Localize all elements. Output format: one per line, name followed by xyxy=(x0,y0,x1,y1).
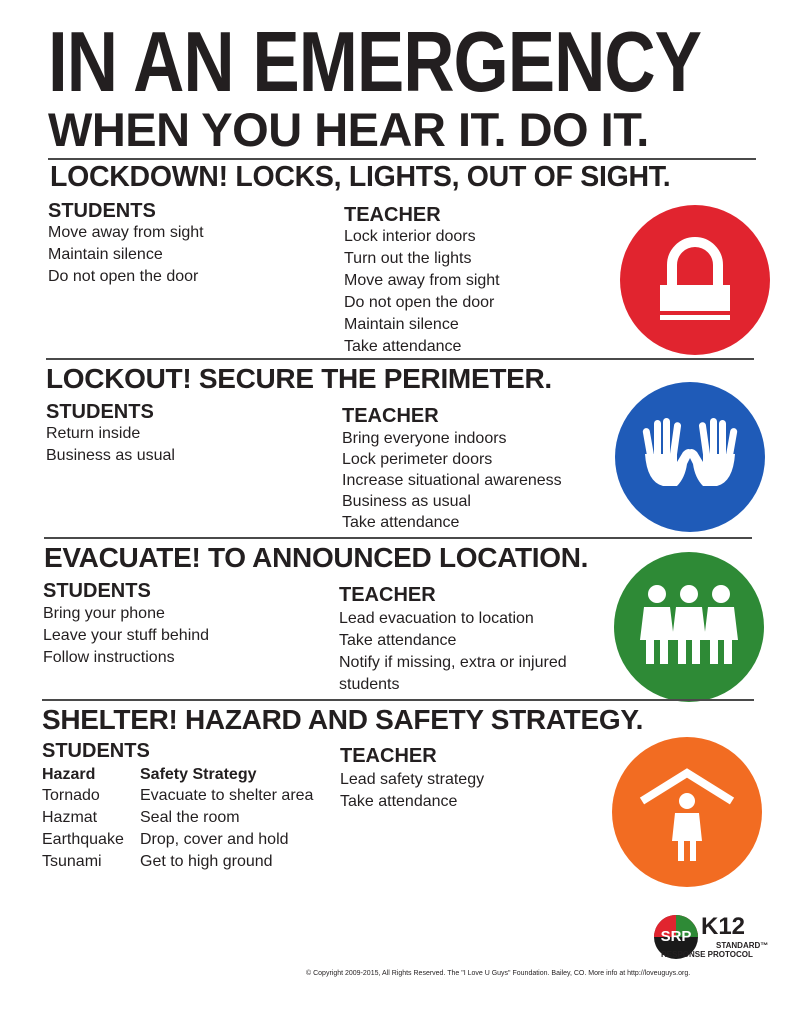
safety-strategy-heading: Safety Strategy xyxy=(140,766,257,783)
evacuate-students-list xyxy=(43,603,209,669)
list-item: Move away from sight xyxy=(48,224,204,241)
logo-name: K12 xyxy=(701,913,746,940)
logo-line2: RESPONSE PROTOCOL xyxy=(661,950,753,959)
page-title: IN AN EMERGENCY xyxy=(48,15,701,111)
lockout-teacher-list xyxy=(342,428,562,533)
hazard-list xyxy=(42,785,124,873)
list-item: Take attendance xyxy=(342,514,460,531)
list-item: Lock interior doors xyxy=(344,228,476,245)
raised-hands-icon xyxy=(615,382,765,532)
list-item: Get to high ground xyxy=(140,853,273,870)
list-item: Lock perimeter doors xyxy=(342,451,493,468)
lockout-title: LOCKOUT! SECURE THE PERIMETER. xyxy=(46,363,552,394)
lockout-students-list xyxy=(46,423,175,467)
list-item: Leave your stuff behind xyxy=(43,627,210,644)
divider xyxy=(42,699,754,701)
list-item: Lead evacuation to location xyxy=(339,610,534,627)
lockout-teacher-heading: TEACHER xyxy=(342,405,439,427)
list-item: Do not open the door xyxy=(48,268,199,285)
list-item: Follow instructions xyxy=(43,649,175,666)
list-item: Do not open the door xyxy=(344,294,495,311)
list-item: Hazmat xyxy=(42,809,98,826)
copyright-notice: © Copyright 2009-2015, All Rights Reserved. The "I Love U Guys" Foundation. Bailey, CO. More info at http://loveuguys.org. xyxy=(306,970,691,977)
list-item: Lead safety strategy xyxy=(340,771,485,788)
list-item: students xyxy=(339,676,400,693)
evacuate-students-heading: STUDENTS xyxy=(43,580,151,602)
divider xyxy=(46,358,754,360)
lockdown-students-list xyxy=(48,222,204,288)
evacuate-title: EVACUATE! TO ANNOUNCED LOCATION. xyxy=(44,542,589,573)
k12-srp-logo xyxy=(652,912,769,968)
list-item: Tsunami xyxy=(42,853,102,870)
list-item: Take attendance xyxy=(339,632,457,649)
list-item: Business as usual xyxy=(342,493,471,510)
person-under-roof-icon xyxy=(612,737,762,887)
list-item: Seal the room xyxy=(140,809,240,826)
list-item: Turn out the lights xyxy=(344,250,472,267)
lockdown-teacher-list xyxy=(344,226,500,358)
logo-mark-text: SRP xyxy=(660,928,692,945)
shelter-teacher-heading: TEACHER xyxy=(340,745,437,767)
list-item: Tornado xyxy=(42,787,100,804)
list-item: Move away from sight xyxy=(344,272,500,289)
lockdown-teacher-heading: TEACHER xyxy=(344,204,441,226)
lockdown-title: LOCKDOWN! LOCKS, LIGHTS, OUT OF SIGHT. xyxy=(50,161,671,193)
divider xyxy=(44,537,752,539)
list-item: Evacuate to shelter area xyxy=(140,787,314,804)
list-item: Take attendance xyxy=(344,338,462,355)
list-item: Maintain silence xyxy=(48,246,163,263)
shelter-title: SHELTER! HAZARD AND SAFETY STRATEGY. xyxy=(42,704,644,735)
lockdown-students-heading: STUDENTS xyxy=(48,200,156,222)
shelter-teacher-list xyxy=(340,769,484,813)
hazard-heading: Hazard xyxy=(42,766,96,783)
list-item: Earthquake xyxy=(42,831,124,848)
list-item: Increase situational awareness xyxy=(342,472,562,489)
list-item: Maintain silence xyxy=(344,316,459,333)
page-subtitle: WHEN YOU HEAR IT. DO IT. xyxy=(48,103,649,156)
padlock-icon xyxy=(620,205,770,355)
group-of-people-icon xyxy=(614,552,764,702)
list-item: Bring everyone indoors xyxy=(342,430,507,447)
list-item: Return inside xyxy=(46,425,141,442)
evacuate-teacher-list xyxy=(339,608,567,696)
list-item: Business as usual xyxy=(46,447,175,464)
list-item: Notify if missing, extra or injured xyxy=(339,654,567,671)
safety-strategy-list xyxy=(140,785,313,873)
list-item: Bring your phone xyxy=(43,605,165,622)
list-item: Take attendance xyxy=(340,793,458,810)
shelter-students-heading: STUDENTS xyxy=(42,740,150,762)
evacuate-teacher-heading: TEACHER xyxy=(339,584,436,606)
lockout-students-heading: STUDENTS xyxy=(46,401,154,423)
logo-line1: STANDARD™ xyxy=(716,941,769,950)
list-item: Drop, cover and hold xyxy=(140,831,289,848)
